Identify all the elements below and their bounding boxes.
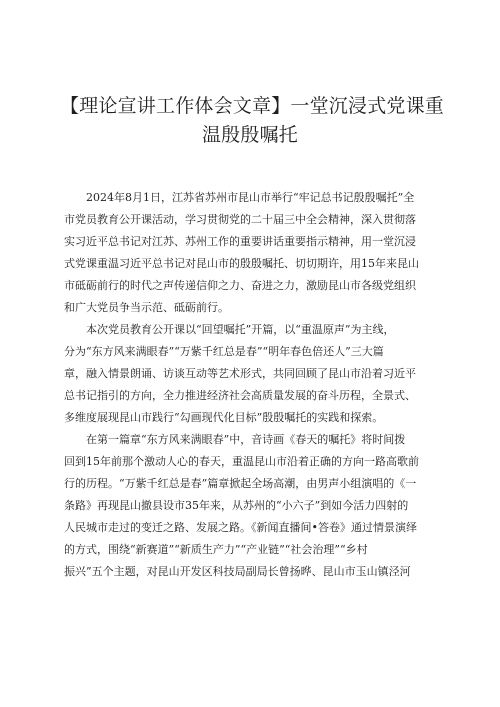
document-body (64, 187, 446, 583)
title-line-1: 【理论宣讲工作体会文章】一堂沉浸式党课重 (60, 95, 445, 117)
text-line: 分为“东方风来满眼春”“万紫千红总是春”“明年春色倍还人”三大篇 (64, 345, 384, 358)
text-line: 本次党员教育公开课以“回望嘱托”开篇，以“重温原声”为主线， (86, 323, 395, 336)
text-line: 回到15年前那个激动人心的春天，重温昆山市沿着正确的方向一路高歌前 (64, 455, 419, 468)
title-line-2: 温殷殷嘱托 (201, 124, 298, 146)
text-line: 人民城市走过的变迁之路、发展之路。《新闻直播间•答卷》通过情景演绎 (64, 521, 417, 534)
text-line: 在第一篇章“东方风来满眼春”中，音诗画《春天的嘱托》将时间拨 (86, 433, 406, 446)
text-line: 式党课重温习近平总书记对昆山市的殷殷嘱托、切切期许，用15年来昆山 (64, 257, 419, 270)
paragraph-2 (64, 319, 446, 429)
text-line: 和广大党员争当示范、砥砺前行。 (64, 301, 229, 314)
text-line: 市砥砺前行的时代之声传递信仰之力、奋进之力，激励昆山市各级党组织 (64, 279, 416, 292)
text-line: 章，融入情景朗诵、访谈互动等艺术形式，共同回顾了昆山市沿着习近平 (64, 367, 416, 380)
page-title (60, 92, 445, 150)
paragraph-3 (64, 429, 446, 583)
text-line: 条路》再现昆山撤县设市35年来，从苏州的“小六子”到如今活力四射的 (64, 499, 409, 512)
text-line: 2024年8月1日，江苏省苏州市昆山市举行“牢记总书记殷殷嘱托”全 (86, 191, 415, 204)
text-line: 振兴”五个主题，对昆山开发区科技局副局长曾扬晔、昆山市玉山镇泾河 (64, 565, 411, 578)
text-line: 的方式，围绕“新赛道”“新质生产力”“产业链”“社会治理”“乡村 (64, 543, 368, 556)
text-line: 市党员教育公开课活动，学习贯彻党的二十届三中全会精神，深入贯彻落 (64, 213, 416, 226)
paragraph-1 (64, 187, 446, 319)
text-line: 实习近平总书记对江苏、苏州工作的重要讲话重要指示精神，用一堂沉浸 (64, 235, 416, 248)
text-line: 总书记指引的方向，全力推进经济社会高质量发展的奋斗历程，全景式、 (64, 389, 416, 402)
text-line: 行的历程。“万紫千红总是春”篇章掀起全场高潮，由男声小组演唱的《一 (64, 477, 417, 490)
text-line: 多维度展现昆山市践行“勾画现代化目标”殷殷嘱托的实践和探索。 (64, 411, 384, 424)
